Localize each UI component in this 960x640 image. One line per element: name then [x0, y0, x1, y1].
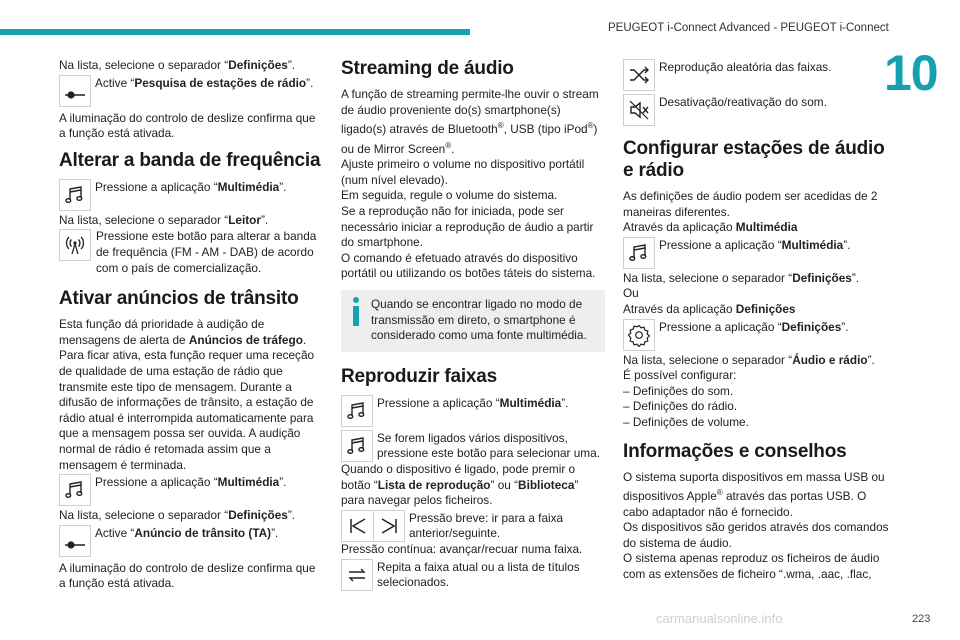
paragraph: O sistema suporta dispositivos em massa USB ou dispositivos Apple® através das portas USB. O cabo adaptador não é fornecido.	[623, 469, 885, 519]
mute-icon	[623, 94, 655, 126]
instruction-wrap: Pressione este botão para alterar a banda de frequência (FM - AM - DAB) de acordo com o país de comercialização.	[59, 229, 321, 276]
section-heading: Informações e conselhos	[623, 440, 847, 462]
track-buttons	[341, 510, 405, 542]
music-note-icon	[341, 430, 373, 462]
page-number: 223	[912, 613, 931, 625]
instruction-row: Se forem ligados vários dispositivos, pressione este botão para selecionar uma.	[341, 430, 605, 462]
paragraph: A iluminação do controlo de deslize confirma que a função está ativada.	[59, 110, 316, 141]
paragraph: Pressão contínua: avançar/recuar numa faixa.	[341, 541, 583, 556]
instruction-row: Repita a faixa atual ou a lista de títulos selecionados.	[341, 559, 605, 591]
info-box: Quando se encontrar ligado no modo de transmissão em direto, o smartphone é considerado como uma fonte multimédia.	[341, 290, 605, 352]
section-heading: Streaming de áudio	[341, 58, 514, 79]
paragraph: Quando o dispositivo é ligado, pode premir o botão “Lista de reprodução” ou “Biblioteca” para navegar pelos ficheiros.	[341, 461, 579, 508]
music-note-icon	[341, 395, 373, 427]
section-heading: Configurar estações de áudio e rádio	[623, 138, 885, 181]
paragraph: Em seguida, regule o volume do sistema.	[341, 188, 558, 203]
instruction-row: Pressione a aplicação “Multimédia”.	[341, 395, 605, 427]
instruction-row: Active “Pesquisa de estações de rádio”.	[59, 75, 321, 107]
paragraph: Através da aplicação Multimédia	[623, 220, 798, 235]
chapter-number: 10	[884, 45, 938, 101]
radio-antenna-icon	[59, 229, 91, 261]
paragraph: Na lista, selecione o separador “Definições”.	[623, 270, 860, 285]
paragraph: A iluminação do controlo de deslize confirma que a função está ativada.	[59, 560, 316, 591]
instruction-row: Pressione a aplicação “Multimédia”.	[59, 474, 321, 506]
instruction-row: Pressione a aplicação “Multimédia”.	[623, 237, 889, 269]
gear-icon	[623, 319, 655, 351]
paragraph: Na lista, selecione o separador “Leitor”.	[59, 212, 269, 227]
section-heading: Alterar a banda de frequência	[59, 149, 321, 171]
paragraph: Os dispositivos são geridos através dos comandos do sistema de áudio.	[623, 520, 889, 550]
paragraph: Através da aplicação Definições	[623, 301, 796, 316]
instruction-row: Reprodução aleatória das faixas.	[623, 59, 889, 91]
shuffle-icon	[623, 59, 655, 91]
instruction-row: Pressione a aplicação “Multimédia”.	[59, 179, 321, 211]
column-3	[623, 58, 889, 583]
paragraph: Na lista, selecione o separador “Definições”.	[59, 58, 296, 72]
instruction-row: Active “Anúncio de trânsito (TA)”.	[59, 525, 321, 557]
paragraph: As definições de áudio podem ser acedidas de 2 maneiras diferentes.	[623, 189, 878, 219]
music-note-icon	[623, 237, 655, 269]
column-1	[59, 58, 321, 592]
instruction-row: Desativação/reativação do som.	[623, 94, 889, 126]
info-icon	[349, 297, 363, 327]
watermark: carmanualsonline.info	[656, 611, 783, 626]
column-2	[341, 58, 605, 591]
paragraph: Na lista, selecione o separador “Áudio e rádio”.	[623, 352, 875, 367]
header-accent-bar	[0, 29, 470, 35]
section-heading: Ativar anúncios de trânsito	[59, 288, 299, 310]
paragraph: A função de streaming permite-lhe ouvir o stream de áudio proveniente do(s) smartphone(s) ligado(s) através de Bluetooth®, USB (tipo iPod®) ou de Mirror Screen®.	[341, 87, 599, 156]
page-header-title: PEUGEOT i-Connect Advanced - PEUGEOT i-Connect	[608, 22, 889, 34]
paragraph: Ajuste primeiro o volume no dispositivo portátil (num nível elevado).	[341, 157, 585, 187]
toggle-slider-icon	[59, 75, 91, 107]
toggle-slider-icon	[59, 525, 91, 557]
list-item: – Definições do rádio.	[623, 399, 738, 414]
list-item: – Definições de volume.	[623, 414, 749, 429]
section-heading: Reproduzir faixas	[341, 365, 498, 387]
paragraph: É possível configurar:	[623, 368, 737, 383]
paragraph: O comando é efetuado através do dispositivo portátil ou utilizando os botões táteis do sistema.	[341, 250, 596, 281]
repeat-icon	[341, 559, 373, 591]
list-item: – Definições do som.	[623, 383, 734, 398]
instruction-row: Pressione a aplicação “Definições”.	[623, 319, 889, 351]
music-note-icon	[59, 474, 91, 506]
paragraph: Na lista, selecione o separador “Definições”.	[59, 508, 296, 523]
paragraph: Esta função dá prioridade à audição de mensagens de alerta de Anúncios de tráfego. Para ficar ativa, esta função requer uma receção de qualidade de uma estação de rádio que transmite este tipo de mensagem. Durante a difusão de informações de trânsito, a estação de rádio atual é interrompida automaticamente para que a mensagem possa ser ouvida. A audição normal de rádio é retomada assim que a mensagem é terminada.	[59, 317, 315, 472]
instruction-row: Pressão breve: ir para a faixa anterior/seguinte.	[341, 510, 605, 542]
paragraph: Ou	[623, 286, 639, 301]
previous-track-icon	[341, 510, 373, 542]
paragraph: Se a reprodução não for iniciada, pode ser necessário iniciar a reprodução de áudio a partir do smartphone.	[341, 204, 594, 250]
next-track-icon	[373, 510, 405, 542]
music-note-icon	[59, 179, 91, 211]
paragraph: O sistema apenas reproduz os ficheiros de áudio com as extensões de ficheiro “.wma, .aac, .flac,	[623, 551, 880, 582]
